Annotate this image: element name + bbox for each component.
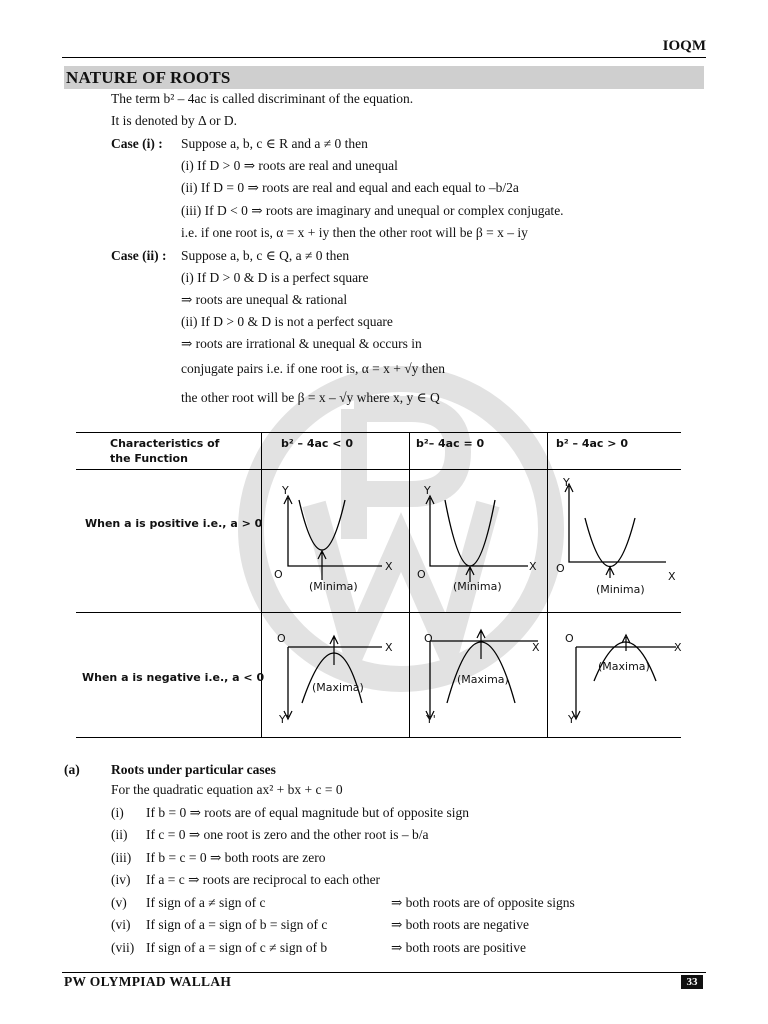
table-header-characteristics: Characteristics of the Function	[110, 437, 220, 465]
minima-label: (Minima)	[453, 580, 502, 593]
row-label-a-negative: When a is negative i.e., a < 0	[82, 671, 265, 684]
case-item-number: (iv)	[111, 872, 131, 887]
axis-x-label: X	[668, 570, 676, 583]
maxima-label: (Maxima)	[312, 681, 364, 694]
axis-x-label: X	[385, 560, 393, 573]
case-2-line: ⇒ roots are irrational & unequal & occurs in	[181, 336, 422, 351]
axis-origin-label: O	[274, 568, 283, 581]
case-1-line: (iii) If D < 0 ⇒ roots are imaginary and unequal or complex conjugate.	[181, 203, 564, 218]
case-item-result: ⇒ both roots are negative	[391, 917, 530, 932]
axis-y-label: Y	[563, 476, 570, 489]
maxima-label: (Maxima)	[598, 660, 650, 673]
axis-x-label: X	[385, 641, 393, 654]
case-2-label: Case (ii) :	[111, 248, 167, 263]
case-2-line: the other root will be β = x – √y where x, y ∈ Q	[181, 390, 440, 405]
case-item-result: ⇒ both roots are of opposite signs	[391, 895, 575, 910]
section-title: NATURE OF ROOTS	[66, 68, 231, 87]
axis-x-label: X	[532, 641, 540, 654]
case-1-line: Suppose a, b, c ∈ R and a ≠ 0 then	[181, 136, 368, 151]
axis-y-label: Y	[424, 484, 431, 497]
case-item-number: (v)	[111, 895, 127, 910]
case-1-line: (i) If D > 0 ⇒ roots are real and unequal	[181, 158, 398, 173]
case-item-text: If b = 0 ⇒ roots are of equal magnitude but of opposite sign	[146, 805, 469, 820]
axis-y-label: Y	[282, 484, 289, 497]
case-1-label: Case (i) :	[111, 136, 163, 151]
case-item-text: If a = c ⇒ roots are reciprocal to each other	[146, 872, 381, 887]
axis-origin-label: O	[417, 568, 426, 581]
case-1-line: i.e. if one root is, α = x + iy then the other root will be β = x – iy	[181, 225, 528, 240]
minima-label: (Minima)	[596, 583, 645, 596]
intro-line-2: It is denoted by Δ or D.	[111, 113, 238, 128]
intro-line-1: The term b² – 4ac is called discriminant of the equation.	[111, 91, 414, 106]
part-a-intro: For the quadratic equation ax² + bx + c = 0	[111, 782, 343, 797]
minima-label: (Minima)	[309, 580, 358, 593]
axis-origin-label: O	[424, 632, 433, 645]
axis-x-label: X	[674, 641, 682, 654]
case-2-line: conjugate pairs i.e. if one root is, α = x + √y then	[181, 361, 446, 376]
case-2-line: ⇒ roots are unequal & rational	[181, 292, 348, 307]
footer-rule	[62, 972, 706, 973]
case-item-text: If c = 0 ⇒ one root is zero and the other root is – b/a	[146, 827, 429, 842]
header-rule	[62, 57, 706, 58]
case-item-number: (vii)	[111, 940, 135, 955]
case-item-text: If sign of a ≠ sign of c	[146, 895, 266, 910]
case-item-text: If sign of a = sign of c ≠ sign of b	[146, 940, 328, 955]
page-number: 33	[681, 975, 703, 989]
part-a-marker: (a)	[64, 762, 80, 777]
case-2-line: (i) If D > 0 & D is a perfect square	[181, 270, 369, 285]
table-header-d-zero: b²– 4ac = 0	[416, 437, 485, 450]
case-item-text: If b = c = 0 ⇒ both roots are zero	[146, 850, 326, 865]
table-header-d-negative: b² – 4ac < 0	[281, 437, 353, 450]
axis-y-neg-label: Y'	[279, 713, 289, 726]
case-2-line: (ii) If D > 0 & D is not a perfect square	[181, 314, 393, 329]
axis-origin-label: O	[277, 632, 286, 645]
case-item-result: ⇒ both roots are positive	[391, 940, 527, 955]
axis-origin-label: O	[565, 632, 574, 645]
header-brand: IOQM	[662, 38, 706, 54]
axis-origin-label: O	[556, 562, 565, 575]
table-header-d-positive: b² – 4ac > 0	[556, 437, 628, 450]
axis-y-neg-label: Y'	[568, 713, 578, 726]
case-1-line: (ii) If D = 0 ⇒ roots are real and equal and each equal to –b/2a	[181, 180, 519, 195]
case-item-number: (ii)	[111, 827, 128, 842]
axis-y-neg-label: Y'	[426, 713, 436, 726]
footer-brand: PW OLYMPIAD WALLAH	[64, 974, 232, 989]
maxima-label: (Maxima)	[457, 673, 509, 686]
case-item-number: (vi)	[111, 917, 131, 932]
case-item-text: If sign of a = sign of b = sign of c	[146, 917, 328, 932]
case-item-number: (i)	[111, 805, 124, 820]
case-2-line: Suppose a, b, c ∈ Q, a ≠ 0 then	[181, 248, 350, 263]
part-a-title: Roots under particular cases	[111, 762, 276, 777]
case-item-number: (iii)	[111, 850, 132, 865]
row-label-a-positive: When a is positive i.e., a > 0	[85, 517, 263, 530]
axis-x-label: X	[529, 560, 537, 573]
